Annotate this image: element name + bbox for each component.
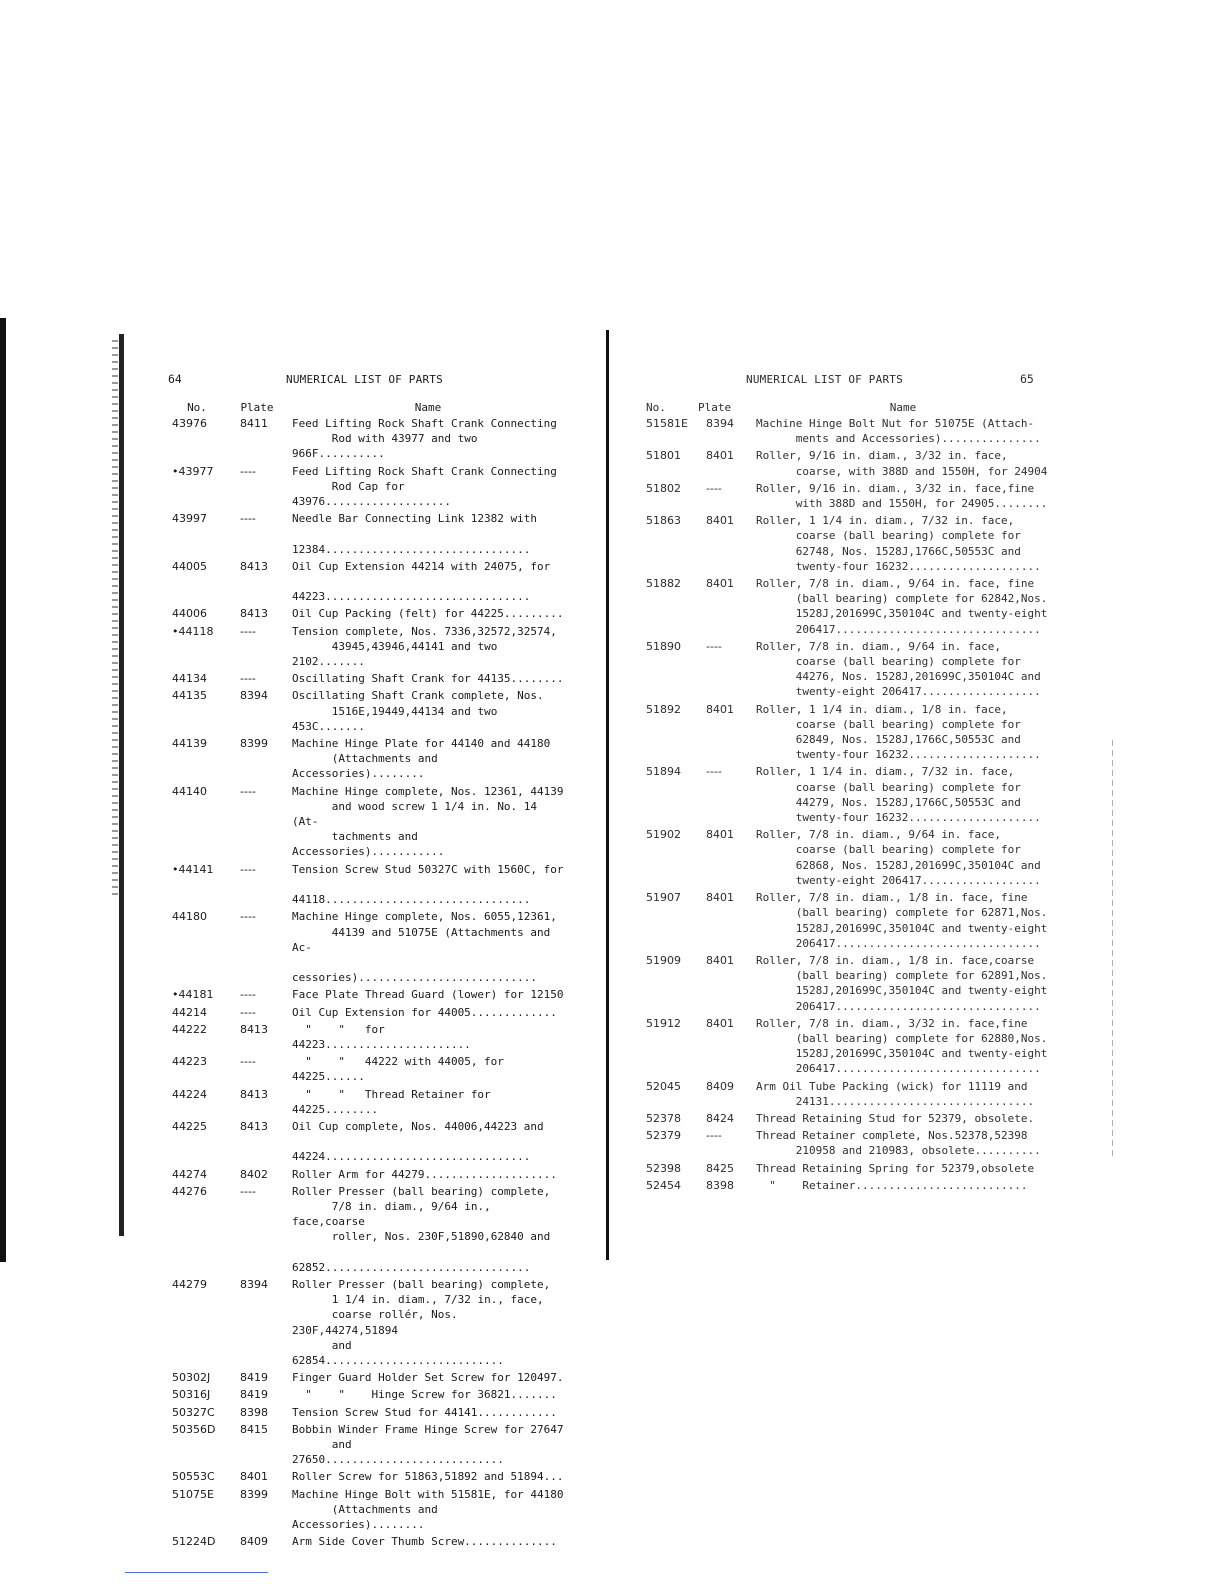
part-number: 44223 (172, 1055, 207, 1069)
parts-row (646, 1016, 1050, 1077)
parts-row (168, 1370, 568, 1385)
plate-number: 8413 (240, 1087, 268, 1101)
part-number: 51802 (646, 481, 681, 495)
parts-row (168, 1534, 568, 1549)
part-description: Finger Guard Holder Set Screw for 120497. (292, 1371, 564, 1385)
part-description: Roller Presser (ball bearing) complete, 7/8 in. diam., 9/64 in., face,coarse roller, Nos. 230F,51890,62840 and 62852............................... (292, 1184, 551, 1274)
part-description: Roller Screw for 51863,51892 and 51894... (292, 1470, 564, 1484)
plate-number: 8394 (240, 1277, 268, 1291)
part-number: 44214 (172, 1005, 207, 1019)
plate-number: ---- (706, 639, 722, 653)
part-description: Feed Lifting Rock Shaft Crank Connecting Rod Cap for 43976................... (292, 464, 557, 509)
parts-row (168, 606, 568, 621)
part-number: 52398 (646, 1161, 681, 1175)
part-description: " " for 44223...................... (292, 1022, 471, 1051)
column-headers (646, 400, 1050, 414)
plate-number: 8401 (240, 1470, 268, 1484)
plate-number: 8419 (240, 1388, 268, 1402)
part-description: Thread Retaining Spring for 52379,obsolete (756, 1161, 1035, 1175)
part-description: Roller Arm for 44279.................... (292, 1167, 557, 1181)
plate-number: ---- (240, 784, 256, 798)
part-description: Roller, 9/16 in. diam., 3/32 in. face, coarse, with 388D and 1550H, for 24904 (756, 449, 1048, 478)
parts-row (646, 827, 1050, 888)
part-description: Roller, 7/8 in. diam., 9/64 in. face, coarse (ball bearing) complete for 62868, Nos. 1528J,201699C,350104C and twenty-eight 206417.................. (756, 828, 1041, 887)
part-description: " Retainer.......................... (756, 1178, 1028, 1192)
parts-row (646, 702, 1050, 763)
plate-number: ---- (240, 464, 256, 478)
part-number: 50327C (172, 1405, 215, 1419)
parts-row (168, 1387, 568, 1402)
part-description: Roller, 7/8 in. diam., 1/8 in. face, fine (ball bearing) complete for 62871,Nos. 1528J,201699C,350104C and twenty-eight 206417............................... (756, 891, 1048, 950)
plate-number: 8401 (706, 953, 734, 967)
plate-number: 8409 (706, 1079, 734, 1093)
parts-row (168, 688, 568, 734)
parts-row (168, 624, 568, 670)
parts-row (646, 953, 1050, 1014)
part-description: Feed Lifting Rock Shaft Crank Connecting Rod with 43977 and two 966F.......... (292, 417, 557, 461)
parts-row (168, 416, 568, 462)
plate-number: ---- (240, 862, 256, 876)
parts-row (646, 1161, 1050, 1176)
parts-row (168, 1469, 568, 1484)
plate-number: 8398 (240, 1405, 268, 1419)
part-description: Oil Cup Packing (felt) for 44225......... (292, 607, 564, 621)
part-description: Oil Cup complete, Nos. 44006,44223 and 44224............................... (292, 1119, 544, 1164)
part-number: 44222 (172, 1022, 207, 1036)
part-number: 51224D (172, 1535, 216, 1549)
plate-number: ---- (240, 1184, 256, 1198)
right-page (646, 372, 1050, 1195)
plate-number: 8409 (240, 1535, 268, 1549)
parts-row (168, 1054, 568, 1084)
column-header-no: No. (646, 401, 666, 414)
part-description: Oil Cup Extension for 44005............. (292, 1005, 557, 1019)
part-description: " " 44222 with 44005, for 44225...... (292, 1055, 511, 1084)
part-description: Roller, 1 1/4 in. diam., 1/8 in. face, coarse (ball bearing) complete for 62849, Nos. 1528J,1766C,50553C and twenty-four 16232.................... (756, 702, 1041, 762)
center-gutter-line (606, 330, 609, 1260)
parts-row (646, 764, 1050, 825)
plate-number: 8415 (240, 1422, 268, 1436)
parts-row (168, 1277, 568, 1368)
plate-number: ---- (240, 988, 256, 1002)
part-description: Roller, 9/16 in. diam., 3/32 in. face,fine with 388D and 1550H, for 24905........ (756, 481, 1048, 511)
parts-row (646, 448, 1050, 478)
scan-edge-shadow (0, 318, 6, 1262)
plate-number: 8398 (706, 1178, 734, 1192)
plate-number: 8401 (706, 449, 734, 463)
parts-row (168, 1422, 568, 1468)
part-description: Roller, 7/8 in. diam., 3/32 in. face,fine (ball bearing) complete for 62880,Nos. 1528J,201699C,350104C and twenty-eight 206417............................... (756, 1016, 1048, 1076)
plate-number: 8402 (240, 1167, 268, 1181)
part-description: Arm Side Cover Thumb Screw.............. (292, 1535, 557, 1549)
part-number: 51890 (646, 639, 681, 653)
plate-number: 8401 (706, 1016, 734, 1030)
part-description: Needle Bar Connecting Link 12382 with 12384............................... (292, 512, 538, 556)
part-number: 43976 (172, 417, 207, 430)
part-number: 44140 (172, 784, 207, 798)
parts-row (646, 1128, 1050, 1158)
plate-number: ---- (240, 1055, 256, 1069)
column-headers (168, 400, 568, 414)
plate-number: ---- (240, 672, 256, 686)
parts-row (168, 909, 568, 985)
part-description: Bobbin Winder Frame Hinge Screw for 27647 and 27650........................... (292, 1422, 564, 1467)
page-title: NUMERICAL LIST OF PARTS (746, 373, 903, 386)
plate-number: ---- (706, 765, 722, 779)
plate-number: 8394 (706, 417, 734, 430)
plate-number: 8424 (706, 1111, 734, 1125)
plate-number: 8401 (706, 828, 734, 842)
part-description: Oscillating Shaft Crank complete, Nos. 1516E,19449,44134 and two 453C....... (292, 689, 544, 733)
part-number: 51892 (646, 702, 681, 716)
part-description: Machine Hinge Bolt with 51581E, for 44180 (Attachments and Accessories)........ (292, 1487, 564, 1532)
page-number: 64 (168, 372, 182, 386)
plate-number: 8401 (706, 514, 734, 528)
part-description: Oil Cup Extension 44214 with 24075, for 44223............................... (292, 559, 551, 604)
plate-number: 8413 (240, 1119, 268, 1133)
part-number: 51075E (172, 1487, 214, 1501)
plate-number: 8401 (706, 577, 734, 591)
part-number: 52379 (646, 1129, 681, 1143)
part-number: 44139 (172, 737, 207, 751)
part-number: 51581E (646, 417, 688, 430)
part-number: 44276 (172, 1184, 207, 1198)
part-description: Roller, 1 1/4 in. diam., 7/32 in. face, coarse (ball bearing) complete for 44279, Nos. 1528J,1766C,50553C and twenty-four 16232.................... (756, 765, 1041, 825)
parts-row (646, 481, 1050, 511)
plate-number: ---- (240, 910, 256, 924)
plate-number: 8401 (706, 702, 734, 716)
parts-row (168, 671, 568, 686)
plate-number: 8394 (240, 689, 268, 703)
parts-row (168, 1119, 568, 1165)
part-number: 52378 (646, 1111, 681, 1125)
plate-number: 8399 (240, 1487, 268, 1501)
parts-row (168, 511, 568, 557)
plate-number: ---- (706, 481, 722, 495)
part-number: 44135 (172, 689, 207, 703)
part-description: Machine Hinge complete, Nos. 12361, 44139 and wood screw 1 1/4 in. No. 14 (At- tachments and Accessories)........... (292, 784, 564, 859)
column-header-plate: Plate (240, 401, 274, 414)
column-header-name: Name (889, 401, 917, 414)
part-number: •44181 (172, 988, 214, 1002)
part-number: 50302J (172, 1371, 211, 1385)
plate-number: ---- (240, 1005, 256, 1019)
part-description: Machine Hinge complete, Nos. 6055,12361, 44139 and 51075E (Attachments and Ac- cessories)........................... (292, 910, 557, 985)
page-number: 65 (1020, 372, 1034, 386)
part-number: 52454 (646, 1178, 681, 1192)
part-number: •44141 (172, 862, 214, 876)
plate-number: 8399 (240, 737, 268, 751)
bottom-rule-line (125, 1572, 268, 1573)
part-number: •44118 (172, 624, 214, 638)
parts-row (646, 1178, 1050, 1193)
left-binding-edge (119, 334, 124, 1236)
part-number: 50553C (172, 1470, 215, 1484)
parts-row (168, 736, 568, 782)
part-number: 51907 (646, 891, 681, 905)
parts-row (168, 1167, 568, 1182)
plate-number: 8411 (240, 417, 268, 430)
part-description: Roller, 7/8 in. diam., 9/64 in. face, fine (ball bearing) complete for 62842,Nos. 1528J,201699C,350104C and twenty-eight 206417............................... (756, 577, 1048, 636)
part-number: 50316J (172, 1388, 211, 1402)
part-number: 51863 (646, 514, 681, 528)
part-description: Roller, 1 1/4 in. diam., 7/32 in. face, coarse (ball bearing) complete for 62748, Nos. 1528J,1766C,50553C and twenty-four 16232.................... (756, 514, 1041, 573)
part-number: •43977 (172, 464, 214, 478)
plate-number: 8413 (240, 1022, 268, 1036)
left-page (168, 372, 568, 1551)
part-description: " " Thread Retainer for 44225........ (292, 1087, 498, 1116)
part-number: 44274 (172, 1167, 207, 1181)
parts-row (168, 1022, 568, 1052)
parts-row (646, 639, 1050, 700)
parts-row (646, 513, 1050, 574)
part-number: 51882 (646, 577, 681, 591)
part-description: Tension Screw Stud for 44141............ (292, 1405, 557, 1419)
page-title: NUMERICAL LIST OF PARTS (286, 373, 443, 386)
parts-row (168, 1005, 568, 1020)
parts-list (646, 416, 1050, 1193)
part-description: Tension complete, Nos. 7336,32572,32574, 43945,43946,44141 and two 2102....... (292, 624, 557, 669)
part-number: 44134 (172, 672, 207, 686)
parts-row (168, 784, 568, 860)
part-number: 43997 (172, 512, 207, 526)
part-number: 44224 (172, 1087, 207, 1101)
parts-row (168, 1184, 568, 1275)
part-number: 51801 (646, 449, 681, 463)
part-number: 44180 (172, 910, 207, 924)
parts-row (168, 559, 568, 605)
plate-number: ---- (240, 624, 256, 638)
part-number: 51912 (646, 1016, 681, 1030)
column-header-name: Name (414, 401, 442, 414)
parts-row (646, 576, 1050, 637)
column-header-no: No. (187, 401, 207, 414)
part-description: Thread Retainer complete, Nos.52378,52398 210958 and 210983, obsolete.......... (756, 1129, 1041, 1158)
parts-row (168, 1405, 568, 1420)
left-page-header (168, 372, 568, 394)
plate-number: ---- (240, 512, 256, 526)
plate-number: 8413 (240, 607, 268, 621)
parts-row (646, 416, 1050, 446)
part-description: Oscillating Shaft Crank for 44135........ (292, 672, 564, 686)
part-description: Face Plate Thread Guard (lower) for 12150 (292, 988, 564, 1002)
part-number: 51894 (646, 765, 681, 779)
part-description: Roller Presser (ball bearing) complete, 1 1/4 in. diam., 7/32 in., face, coarse rollér, Nos. 230F,44274,51894 and 62854........................... (292, 1277, 551, 1367)
right-margin-mark (1112, 740, 1113, 1160)
parts-row (646, 890, 1050, 951)
parts-list (168, 416, 568, 1549)
plate-number: ---- (706, 1129, 722, 1143)
part-description: Arm Oil Tube Packing (wick) for 11119 and 24131............................... (756, 1079, 1035, 1108)
parts-row (168, 862, 568, 908)
binding-speckle (112, 340, 118, 900)
parts-row (168, 987, 568, 1002)
column-header-plate: Plate (698, 401, 732, 414)
parts-row (646, 1079, 1050, 1109)
part-number: 52045 (646, 1079, 681, 1093)
part-number: 44279 (172, 1277, 207, 1291)
part-number: 44005 (172, 559, 207, 573)
part-description: Roller, 7/8 in. diam., 1/8 in. face,coarse (ball bearing) complete for 62891,Nos. 1528J,201699C,350104C and twenty-eight 206417............................... (756, 953, 1048, 1013)
part-description: Tension Screw Stud 50327C with 1560C, for 44118............................... (292, 862, 564, 907)
part-number: 44006 (172, 607, 207, 621)
right-page-header (646, 372, 1050, 394)
part-number: 51909 (646, 953, 681, 967)
parts-row (168, 1087, 568, 1117)
part-description: Roller, 7/8 in. diam., 9/64 in. face, coarse (ball bearing) complete for 44276, Nos. 1528J,201699C,350104C and twenty-eight 206417.................. (756, 639, 1041, 699)
parts-row (168, 1487, 568, 1533)
part-description: " " Hinge Screw for 36821....... (292, 1388, 557, 1402)
plate-number: 8419 (240, 1371, 268, 1385)
plate-number: 8425 (706, 1161, 734, 1175)
plate-number: 8401 (706, 891, 734, 905)
part-description: Thread Retaining Stud for 52379, obsolete. (756, 1111, 1035, 1125)
part-description: Machine Hinge Bolt Nut for 51075E (Attach- ments and Accessories)............... (756, 417, 1041, 446)
part-number: 50356D (172, 1422, 216, 1436)
part-number: 44225 (172, 1119, 207, 1133)
parts-row (168, 464, 568, 510)
part-description: Machine Hinge Plate for 44140 and 44180 (Attachments and Accessories)........ (292, 737, 551, 781)
part-number: 51902 (646, 828, 681, 842)
plate-number: 8413 (240, 559, 268, 573)
parts-row (646, 1111, 1050, 1126)
